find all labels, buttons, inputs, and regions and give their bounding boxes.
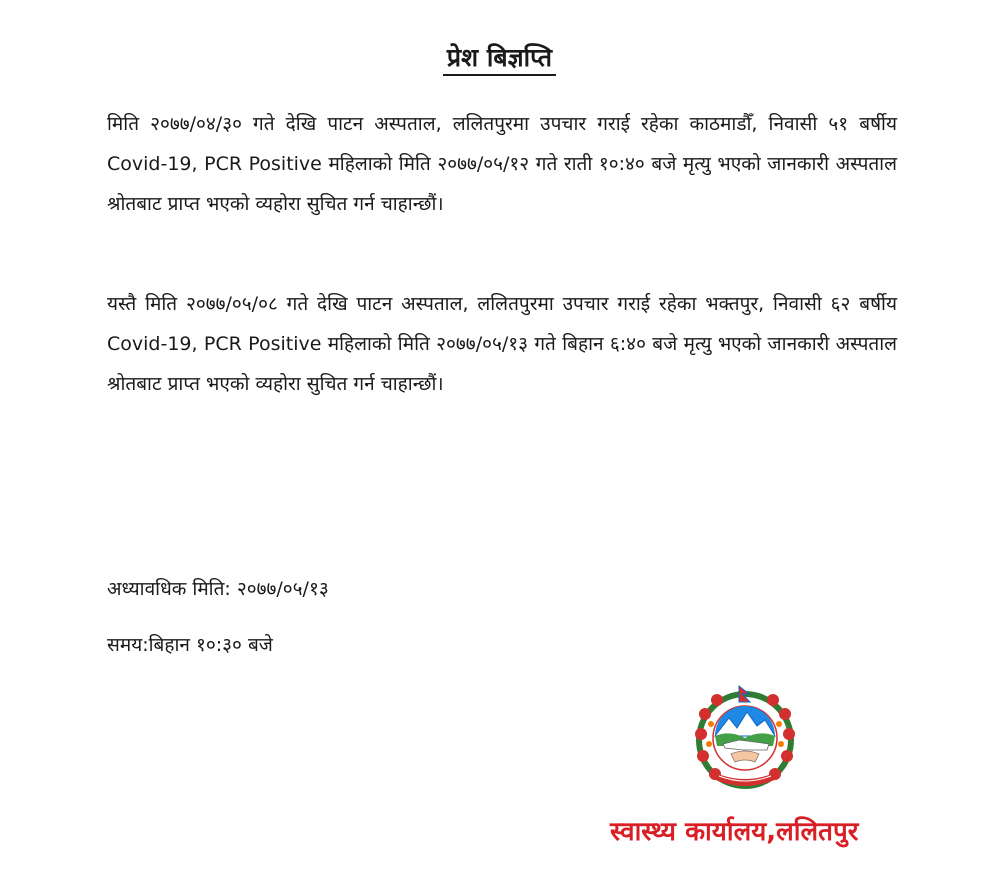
nepal-government-emblem-icon [683,684,807,794]
notice-paragraph-1: मिति २०७७/०४/३० गते देखि पाटन अस्पताल, ललितपुरमा उपचार गराई रहेका काठमाडौँ, निवासी ५१ बर्षीय Covid-19, PCR Positive महिलाको मिति २०७७/०५/१२ गते राती १०:४० बजे मृत्यु भएको जानकारी अस्पताल श्रोतबाट प्राप्त भएको व्यहोरा सुचित गर्न चाहान्छौं। [107,113,897,215]
notice-title [0,40,999,74]
updated-date: अध्यावधिक मिति: २०७७/०५/१३ [107,578,329,600]
office-signature: स्वास्थ्य कार्यालय,ललितपुर [610,817,859,847]
update-time: समय:बिहान १०:३० बजे [107,634,273,656]
notice-paragraph-2: यस्तै मिति २०७७/०५/०८ गते देखि पाटन अस्पताल, ललितपुरमा उपचार गराई रहेका भक्तपुर, निवासी ६२ बर्षीय Covid-19, PCR Positive महिलाको मिति २०७७/०५/१३ गते बिहान ६:४० बजे मृत्यु भएको जानकारी अस्पताल श्रोतबाट प्राप्त भएको व्यहोरा सुचित गर्न चाहान्छौं। [107,293,897,395]
notice-title-text: प्रेश बिज्ञप्ति [443,43,556,76]
